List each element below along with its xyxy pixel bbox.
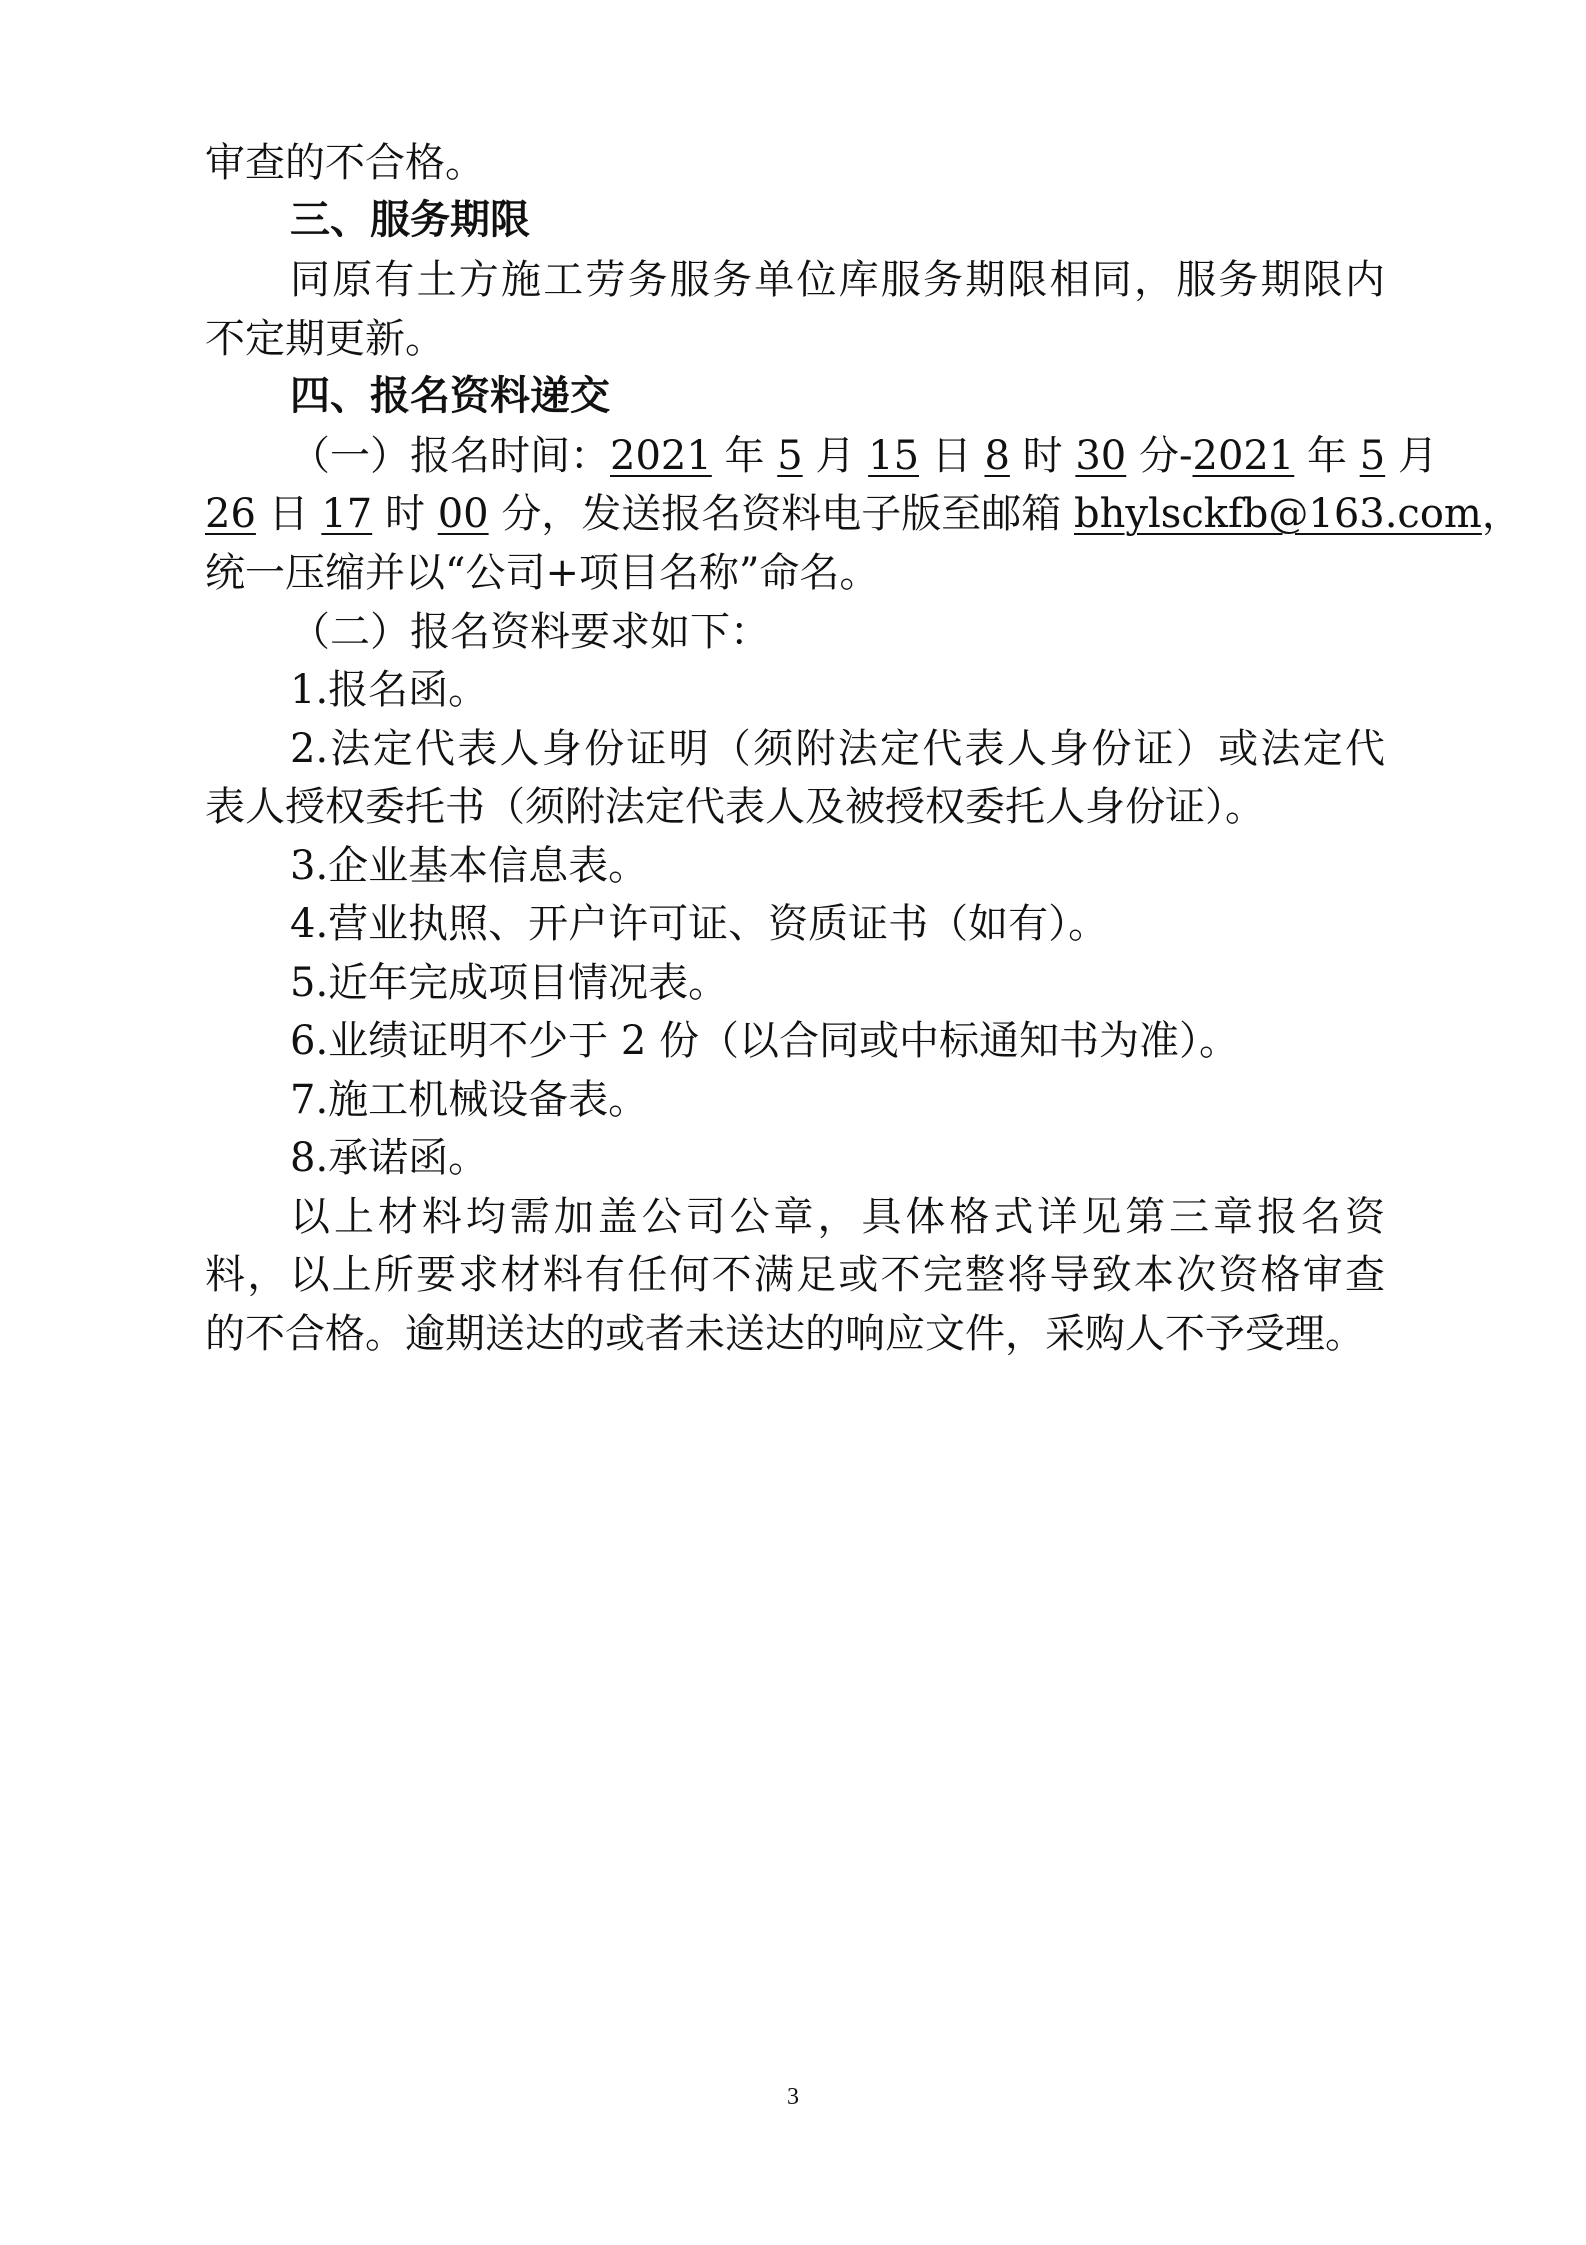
registration-time-line-3: 统一压缩并以“公司+项目名称”命名。	[205, 550, 880, 596]
list-item: 1.报名函。	[290, 667, 489, 713]
list-item: 8.承诺函。	[290, 1135, 489, 1181]
section-heading-submission: 四、报名资料递交	[290, 373, 610, 419]
requirements-intro: （二）报名资料要求如下：	[290, 609, 770, 655]
registration-time-line-2: 26 日 17 时 00 分，发送报名资料电子版至邮箱 bhylsckfb@163.com，	[205, 491, 1522, 537]
list-item: 3.企业基本信息表。	[290, 843, 649, 889]
list-item: 7.施工机械设备表。	[290, 1077, 649, 1123]
paragraph-line: 的不合格。逾期送达的或者未送达的响应文件，采购人不予受理。	[205, 1311, 1365, 1357]
paragraph-line: 以上材料均需加盖公司公章，具体格式详见第三章报名资	[290, 1194, 1385, 1240]
list-item: 6.业绩证明不少于 2 份（以合同或中标通知书为准）。	[290, 1018, 1240, 1064]
registration-time-line-1: （一）报名时间：2021 年 5 月 15 日 8 时 30 分-2021 年 5 月	[290, 433, 1438, 479]
paragraph-end: 审查的不合格。	[205, 140, 485, 186]
paragraph-line: 同原有土方施工劳务服务单位库服务期限相同，服务期限内	[290, 257, 1385, 303]
list-item: 5.近年完成项目情况表。	[290, 960, 729, 1006]
paragraph-line: 料，以上所要求材料有任何不满足或不完整将导致本次资格审查	[205, 1252, 1385, 1298]
list-item: 2.法定代表人身份证明（须附法定代表人身份证）或法定代	[290, 726, 1385, 772]
list-item-continuation: 表人授权委托书（须附法定代表人及被授权委托人身份证）。	[205, 784, 1265, 830]
paragraph-line: 不定期更新。	[205, 316, 445, 362]
page-number: 3	[787, 2084, 799, 2110]
email-link[interactable]: bhylsckfb@163.com	[1074, 491, 1482, 537]
list-item: 4.营业执照、开户许可证、资质证书（如有）。	[290, 901, 1109, 947]
section-heading-service-period: 三、服务期限	[290, 197, 530, 243]
